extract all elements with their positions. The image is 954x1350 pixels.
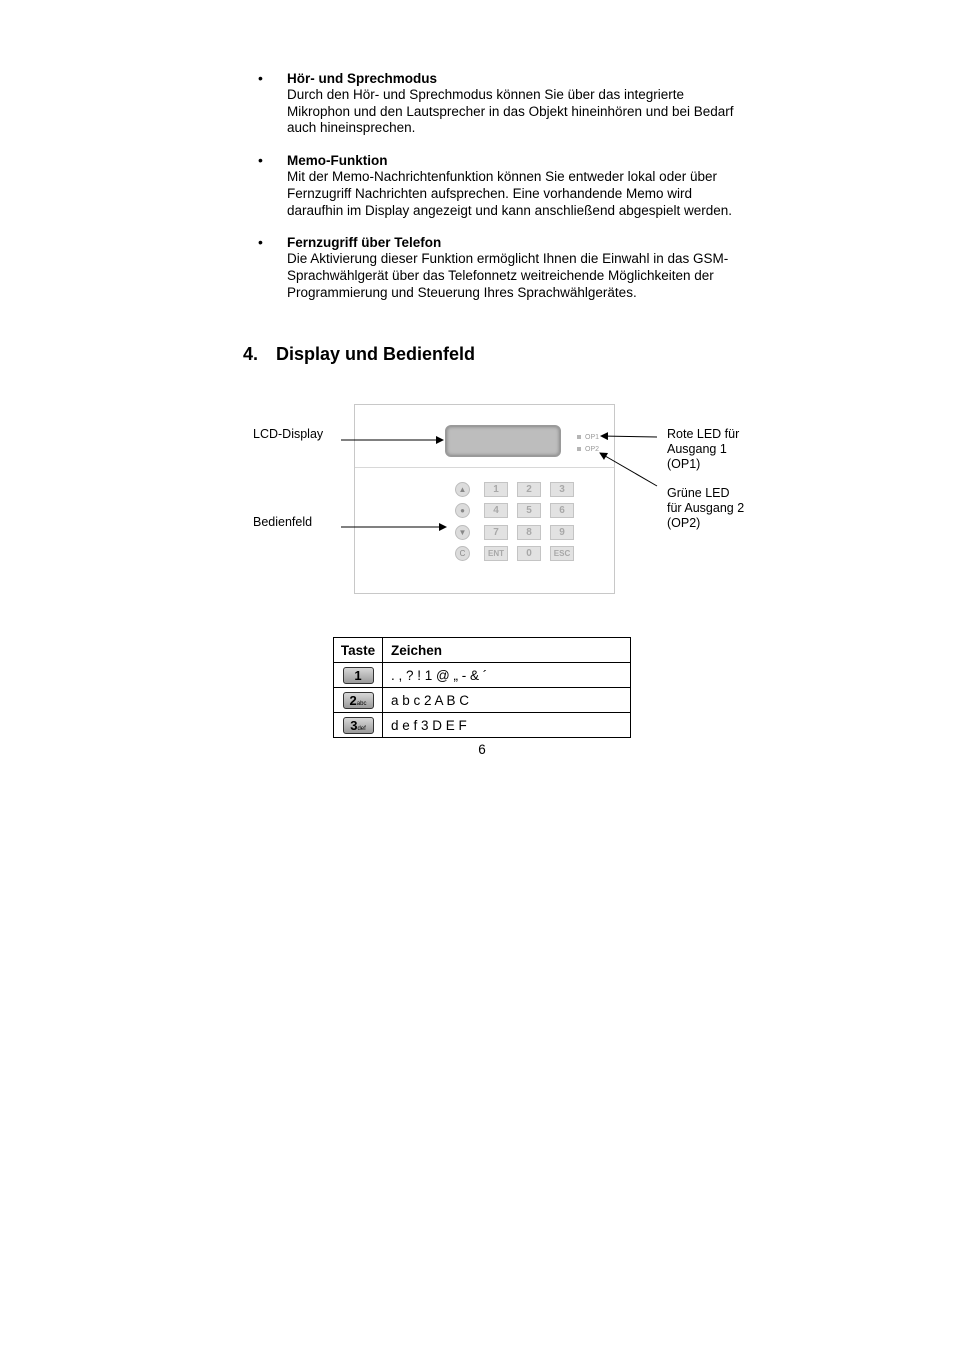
label-line: (OP1) [667,457,701,471]
column-header-taste: Taste [334,638,383,663]
list-item [258,152,738,219]
table-row [334,688,631,713]
key: 4 [484,503,508,518]
table-header-row [334,638,631,663]
key: ESC [550,546,574,561]
key: 0 [517,546,541,561]
chars-cell: d e f 3 D E F [383,713,631,738]
chars-cell: a b c 2 A B C [383,688,631,713]
list-item-text: Durch den Hör- und Sprechmodus können Sie über das integrierte Mikrophon und den Lautsprecher in das Objekt hineinhören und bei Bedarf auch hineinsprechen. [287,87,734,136]
chars-cell: . , ? ! 1 @ „ - & ´ [383,663,631,688]
led-op1 [577,434,599,441]
led-op1-label: OP1 [585,434,600,441]
led-green-icon [577,447,581,451]
key-cell [334,688,383,713]
list-item-heading: Memo-Funktion [287,153,388,169]
led-red-icon [577,435,581,439]
label-green-led [667,486,744,531]
keycap-icon [343,692,374,709]
list-item-text: Die Aktivierung dieser Funktion ermöglicht Ihnen die Einwahl in das GSM-Sprachwählgerät über das Telefonnetz weitreichende Möglichkeiten der Programmierung und Steuerung Ihres Sprachwählgerätes. [287,251,729,300]
key: 9 [550,525,574,540]
key: 2 [517,482,541,497]
arrow-down-key: ▼ [455,525,470,540]
bullet-dot: • [258,152,263,169]
keycap-icon [343,717,374,734]
keycap-sub: abc [356,700,367,707]
page-number: 6 [478,742,486,757]
lcd-display [445,425,561,457]
key: 3 [550,482,574,497]
section-number: 4. [243,344,259,364]
label-line: Rote LED für [667,427,740,441]
list-item-text: Mit der Memo-Nachrichtenfunktion können Sie entweder lokal oder über Fernzugriff Nachrichten aufsprechen. Eine vorhandende Memo wird daraufhin im Display angezeigt und kann anschließend abgespielt werden. [287,169,733,218]
keycap-number: 2 [349,692,357,708]
keycap-number: 3 [350,717,358,733]
key-cell [334,663,383,688]
arrow-green-led [600,453,657,486]
key: 7 [484,525,508,540]
table-row [334,713,631,738]
key: 8 [517,525,541,540]
feature-list [258,70,738,316]
label-lcd: LCD-Display [253,427,324,441]
clear-key: C [455,546,470,561]
key-cell [334,713,383,738]
section-heading [243,344,475,365]
key: 5 [517,503,541,518]
keycap-sub: def [357,725,366,732]
keycap-icon [343,667,374,684]
bullet-dot: • [258,234,263,251]
keycap-number: 1 [354,667,362,683]
list-item [258,70,738,137]
section-title: Display und Bedienfeld [276,344,476,364]
key: 6 [550,503,574,518]
list-item-heading: Hör- und Sprechmodus [287,71,438,86]
label-line: (OP2) [667,516,701,530]
key: 1 [484,482,508,497]
label-red-led [667,427,739,472]
arrow-up-key: ▲ [455,482,470,497]
bullet-dot: • [258,70,263,86]
arrow-red-led [601,436,657,437]
table-row [334,663,631,688]
list-item [258,234,738,301]
list-item-heading: Fernzugriff über Telefon [287,235,442,251]
label-line: Grüne LED [667,486,730,500]
led-op2 [577,446,599,453]
led-op2-label: OP2 [585,446,600,453]
label-line: für Ausgang 2 [667,501,745,515]
device-panel [354,404,615,594]
label-bedienfeld: Bedienfeld [253,515,313,529]
panel-divider [355,467,614,468]
label-line: Ausgang 1 [667,442,727,456]
column-header-zeichen: Zeichen [383,638,631,663]
key-character-table [333,637,631,738]
ok-key: ● [455,503,470,518]
key: ENT [484,546,508,561]
